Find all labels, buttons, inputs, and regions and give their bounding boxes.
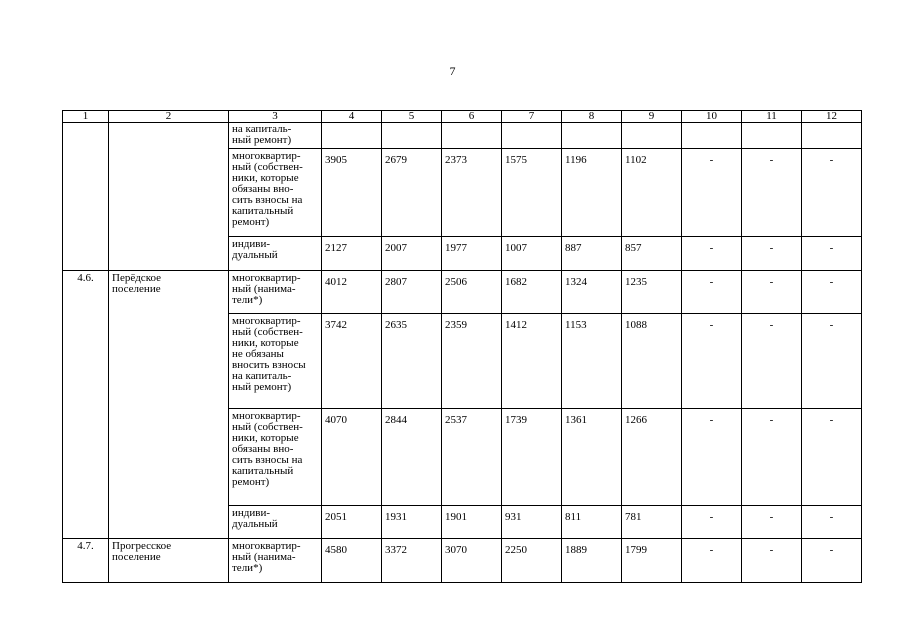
empty-value-cell: -	[802, 539, 862, 583]
tariff-value-cell: 1102	[622, 149, 682, 237]
empty-value-cell: -	[682, 271, 742, 314]
tariff-value-cell: 781	[622, 506, 682, 539]
empty-value-cell: -	[682, 149, 742, 237]
column-number-cell: 9	[622, 111, 682, 123]
tariff-value-cell: 1007	[502, 237, 562, 271]
tariff-value-cell: 1901	[442, 506, 502, 539]
table-row	[63, 539, 862, 583]
empty-value-cell: -	[802, 409, 862, 506]
empty-cell	[742, 123, 802, 149]
tariff-value-cell: 1575	[502, 149, 562, 237]
column-number-cell: 11	[742, 111, 802, 123]
tariff-value-cell: 2007	[382, 237, 442, 271]
page-number: 7	[449, 64, 456, 78]
empty-cell	[322, 123, 382, 149]
tariff-value-cell: 2051	[322, 506, 382, 539]
empty-value-cell: -	[742, 506, 802, 539]
tariff-value-cell: 2807	[382, 271, 442, 314]
housing-type-cell: многоквартир- ный (собствен- ники, которые обязаны вно- сить взносы на капитальный ремонт)	[229, 409, 322, 506]
item-number-cell: 4.6.	[63, 271, 109, 539]
tariff-value-cell: 4070	[322, 409, 382, 506]
empty-cell	[622, 123, 682, 149]
tariff-value-cell: 1412	[502, 314, 562, 409]
tariff-value-cell: 3905	[322, 149, 382, 237]
empty-value-cell: -	[802, 237, 862, 271]
tariff-value-cell: 2844	[382, 409, 442, 506]
housing-type-cell: многоквартир- ный (нанима- тели*)	[229, 539, 322, 583]
tariff-value-cell: 4580	[322, 539, 382, 583]
continuation-row	[63, 123, 862, 149]
tariff-value-cell: 1739	[502, 409, 562, 506]
tariff-value-cell: 887	[562, 237, 622, 271]
settlement-cell: Перёдское поселение	[109, 271, 229, 539]
tariff-value-cell: 931	[502, 506, 562, 539]
empty-value-cell: -	[682, 237, 742, 271]
tariff-value-cell: 1889	[562, 539, 622, 583]
tariff-value-cell: 2537	[442, 409, 502, 506]
tariff-value-cell: 1088	[622, 314, 682, 409]
empty-value-cell: -	[742, 539, 802, 583]
column-number-cell: 7	[502, 111, 562, 123]
housing-type-cell: на капиталь- ный ремонт)	[229, 123, 322, 149]
table-row	[63, 271, 862, 314]
item-number-cell	[63, 123, 109, 271]
tariff-value-cell: 1324	[562, 271, 622, 314]
housing-type-cell: многоквартир- ный (нанима- тели*)	[229, 271, 322, 314]
item-number-cell: 4.7.	[63, 539, 109, 583]
empty-value-cell: -	[742, 409, 802, 506]
empty-value-cell: -	[742, 237, 802, 271]
tariff-value-cell: 2127	[322, 237, 382, 271]
tariff-value-cell: 1799	[622, 539, 682, 583]
housing-type-cell: многоквартир- ный (собствен- ники, которые не обязаны вносить взносы на капиталь- ный ремонт)	[229, 314, 322, 409]
tariff-table	[62, 110, 862, 583]
empty-value-cell: -	[802, 314, 862, 409]
column-number-row	[63, 111, 862, 123]
empty-value-cell: -	[682, 506, 742, 539]
empty-value-cell: -	[742, 271, 802, 314]
housing-type-cell: многоквартир- ный (собствен- ники, которые обязаны вно- сить взносы на капитальный ремонт)	[229, 149, 322, 237]
tariff-value-cell: 811	[562, 506, 622, 539]
column-number-cell: 6	[442, 111, 502, 123]
column-number-cell: 5	[382, 111, 442, 123]
empty-cell	[442, 123, 502, 149]
column-number-cell: 3	[229, 111, 322, 123]
empty-value-cell: -	[682, 539, 742, 583]
column-number-cell: 2	[109, 111, 229, 123]
tariff-value-cell: 2506	[442, 271, 502, 314]
housing-type-cell: индиви- дуальный	[229, 237, 322, 271]
empty-cell	[502, 123, 562, 149]
tariff-value-cell: 857	[622, 237, 682, 271]
housing-type-cell: индиви- дуальный	[229, 506, 322, 539]
tariff-value-cell: 2635	[382, 314, 442, 409]
empty-cell	[802, 123, 862, 149]
tariff-value-cell: 4012	[322, 271, 382, 314]
empty-value-cell: -	[802, 506, 862, 539]
column-number-cell: 8	[562, 111, 622, 123]
tariff-value-cell: 1266	[622, 409, 682, 506]
tariff-value-cell: 2359	[442, 314, 502, 409]
empty-value-cell: -	[802, 149, 862, 237]
tariff-value-cell: 1931	[382, 506, 442, 539]
tariff-value-cell: 1196	[562, 149, 622, 237]
tariff-value-cell: 3372	[382, 539, 442, 583]
tariff-value-cell: 1682	[502, 271, 562, 314]
tariff-value-cell: 3070	[442, 539, 502, 583]
empty-cell	[562, 123, 622, 149]
empty-cell	[382, 123, 442, 149]
empty-cell	[682, 123, 742, 149]
tariff-value-cell: 1977	[442, 237, 502, 271]
column-number-cell: 12	[802, 111, 862, 123]
tariff-value-cell: 1361	[562, 409, 622, 506]
settlement-cell	[109, 123, 229, 271]
tariff-value-cell: 1235	[622, 271, 682, 314]
empty-value-cell: -	[802, 271, 862, 314]
settlement-cell: Прогресское поселение	[109, 539, 229, 583]
column-number-cell: 1	[63, 111, 109, 123]
empty-value-cell: -	[682, 314, 742, 409]
empty-value-cell: -	[742, 314, 802, 409]
tariff-value-cell: 1153	[562, 314, 622, 409]
tariff-value-cell: 2373	[442, 149, 502, 237]
empty-value-cell: -	[742, 149, 802, 237]
column-number-cell: 10	[682, 111, 742, 123]
tariff-value-cell: 3742	[322, 314, 382, 409]
tariff-value-cell: 2250	[502, 539, 562, 583]
column-number-cell: 4	[322, 111, 382, 123]
empty-value-cell: -	[682, 409, 742, 506]
tariff-value-cell: 2679	[382, 149, 442, 237]
